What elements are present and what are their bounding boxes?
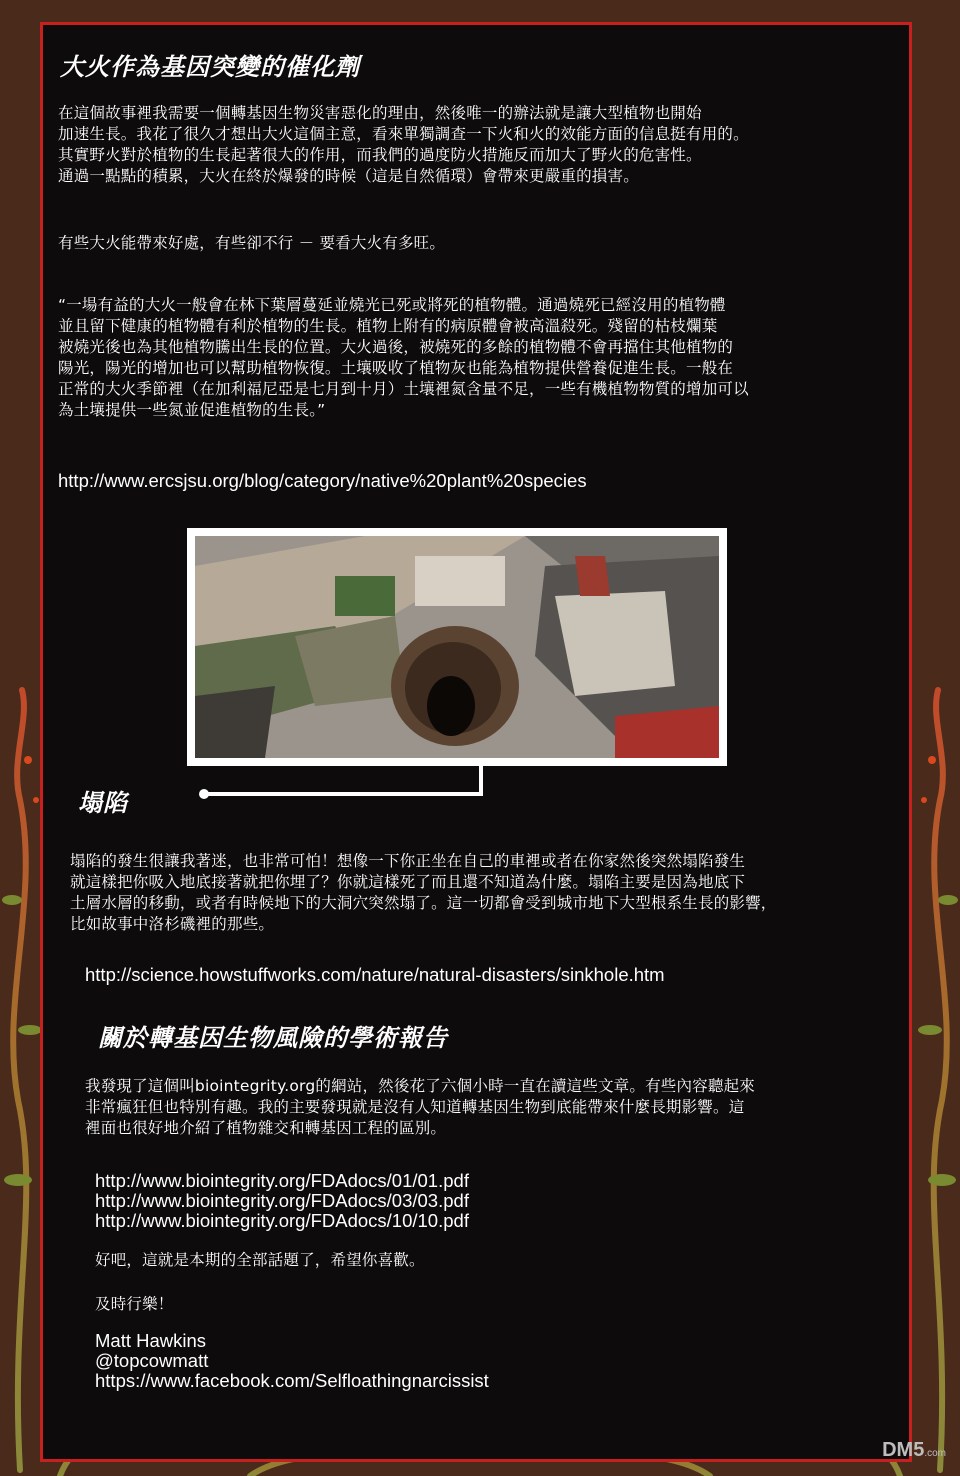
gmo-paragraph-line: 裡面也很好地介紹了植物雜交和轉基因工程的區別。 — [85, 1119, 447, 1137]
author-twitter[interactable]: @topcowmatt — [95, 1350, 209, 1371]
gmo-paragraph-line: 非常瘋狂但也特別有趣。我的主要發現就是沒有人知道轉基因生物到底能帶來什麼長期影響。這 — [85, 1098, 745, 1116]
sinkhole-paragraph-line: 塌陷的發生很讓我著迷，也非常可怕！想像一下你正坐在自己的車裡或者在你家然後突然塌陷發生 — [70, 852, 746, 870]
fire-quote — [58, 295, 749, 421]
quote-line: 正常的大火季節裡（在加利福尼亞是七月到十月）土壤裡氮含量不足，一些有機植物物質的增加可以 — [58, 380, 749, 398]
fire-paragraph-line: 在這個故事裡我需要一個轉基因生物災害惡化的理由，然後唯一的辦法就是讓大型植物也開始 — [58, 104, 702, 122]
author-name: Matt Hawkins — [95, 1330, 207, 1351]
fire-paragraph-line: 其實野火對於植物的生長起著很大的作用，而我們的過度防火措施反而加大了野火的危害性。 — [58, 146, 702, 164]
fire-paragraph-line: 加速生長。我花了很久才想出大火這個主意，看來單獨調查一下火和火的效能方面的信息挺有用的。 — [58, 125, 749, 143]
photo-connector-line — [196, 760, 486, 802]
sinkhole-heading: 塌陷 — [78, 789, 128, 817]
sinkhole-source-link[interactable]: http://science.howstuffworks.com/nature/natural-disasters/sinkhole.htm — [85, 964, 665, 985]
fire-paragraph-line: 通過一點點的積累，大火在終於爆發的時候（這是自然循環）會帶來更嚴重的損害。 — [58, 167, 639, 185]
fire-heading: 大火作為基因突變的催化劑 — [60, 53, 360, 81]
sinkhole-paragraph — [70, 851, 777, 935]
biointegrity-link-list — [95, 1171, 469, 1231]
biointegrity-link[interactable]: http://www.biointegrity.org/FDAdocs/10/10.pdf — [95, 1210, 469, 1231]
fire-paragraph — [58, 103, 749, 187]
gmo-paragraph — [85, 1076, 755, 1139]
biointegrity-link[interactable]: http://www.biointegrity.org/FDAdocs/03/03.pdf — [95, 1190, 469, 1211]
quote-line: 並且留下健康的植物體有利於植物的生長。植物上附有的病原體會被高溫殺死。殘留的枯枝爛葉 — [58, 317, 718, 335]
sign-off: 及時行樂！ — [95, 1295, 174, 1313]
gmo-paragraph-line: 我發現了這個叫biointegrity.org的網站，然後花了六個小時一直在讀這些文章。有些內容聽起來 — [85, 1077, 755, 1095]
biointegrity-link[interactable]: http://www.biointegrity.org/FDAdocs/01/01.pdf — [95, 1170, 469, 1191]
gmo-report-heading: 關於轉基因生物風險的學術報告 — [98, 1024, 448, 1052]
quote-line: 被燒光後也為其他植物騰出生長的位置。大火過後，被燒死的多餘的植物體不會再擋住其他植物的 — [58, 338, 734, 356]
fire-summary: 有些大火能帶來好處，有些卻不行 － 要看大火有多旺。 — [58, 234, 446, 252]
sinkhole-paragraph-line: 比如故事中洛杉磯裡的那些。 — [70, 915, 275, 933]
sinkhole-paragraph-line: 土層水層的移動，或者有時候地下的大洞穴突然塌了。這一切都會受到城市地下大型根系生長的影響， — [70, 894, 777, 912]
sinkhole-aerial-photo — [195, 536, 719, 758]
closing-remark: 好吧，這就是本期的全部話題了，希望你喜歡。 — [95, 1251, 425, 1269]
site-watermark: DM5.com — [882, 1439, 946, 1461]
fire-source-link[interactable]: http://www.ercsjsu.org/blog/category/native%20plant%20species — [58, 470, 587, 491]
author-block — [95, 1331, 489, 1391]
author-facebook-link[interactable]: https://www.facebook.com/Selfloathingnarcissist — [95, 1370, 489, 1391]
sinkhole-paragraph-line: 就這樣把你吸入地底接著就把你埋了？你就這樣死了而且還不知道為什麼。塌陷主要是因為地底下 — [70, 873, 746, 891]
quote-line: “一場有益的大火一般會在林下葉層蔓延並燒光已死或將死的植物體。通過燒死已經沒用的植物體 — [58, 296, 726, 314]
quote-line: 為土壤提供一些氮並促進植物的生長。” — [58, 401, 326, 419]
quote-line: 陽光，陽光的增加也可以幫助植物恢復。土壤吸收了植物灰也能為植物提供營養促進生長。一般在 — [58, 359, 734, 377]
